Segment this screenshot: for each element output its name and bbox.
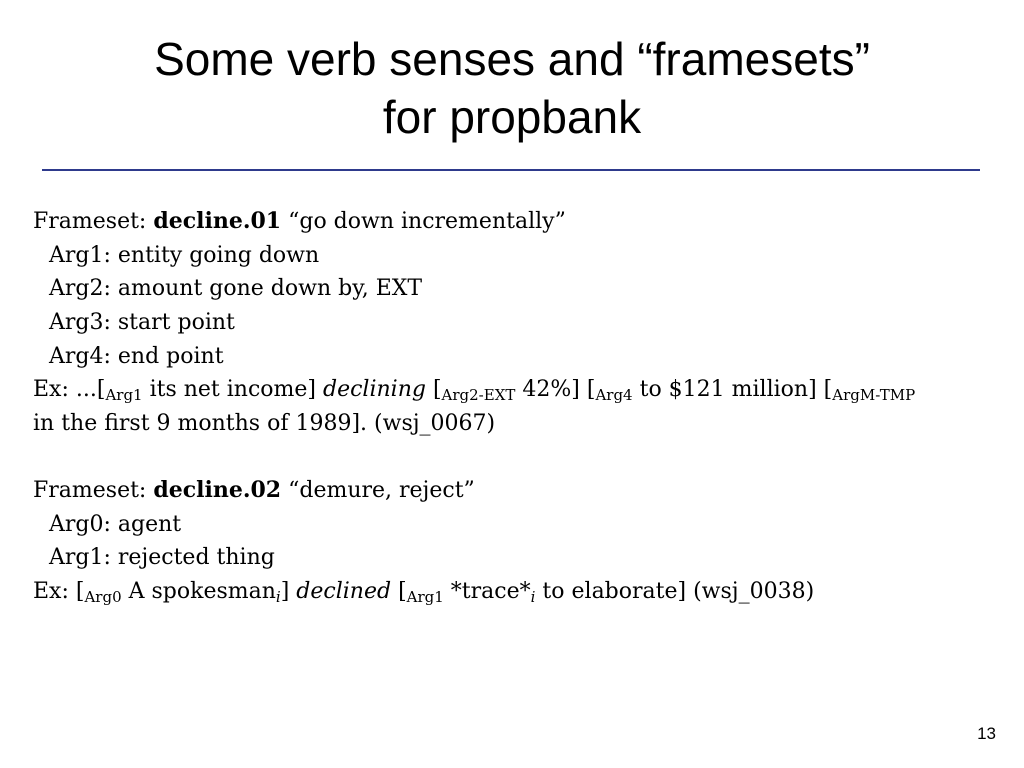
slide-title (0, 30, 1024, 146)
example-text: to elaborate] (wsj_0038) (535, 578, 815, 604)
frameset-gloss: “go down incrementally” (288, 209, 566, 234)
title-line-2: for propbank (382, 91, 642, 143)
example-1-line-1 (33, 373, 1018, 407)
slide-body (33, 205, 1018, 609)
example-text: [ (391, 578, 407, 604)
coindex-letter: i (275, 587, 281, 606)
example-text: *trace* (443, 578, 531, 604)
arg-tag: Arg2-EXT (441, 386, 516, 405)
example-1-line-2: in the first 9 months of 1989]. (wsj_0067) (33, 411, 496, 437)
arg-line: Arg4: end point (49, 343, 224, 369)
title-divider (42, 169, 980, 171)
frameset-gloss: “demure, reject” (288, 477, 475, 503)
page-number: 13 (977, 724, 996, 743)
spacer (33, 441, 1018, 474)
arg-line: Arg3: start point (49, 310, 235, 336)
arg-tag: Arg0 (84, 587, 122, 606)
arg-tag: Arg1 (105, 386, 143, 405)
example-text: Ex: ...[ (33, 377, 106, 403)
example-text: ] (280, 578, 297, 604)
frameset-id: decline.01 (153, 208, 282, 234)
example-text: [ (425, 377, 442, 403)
arg-tag: ArgM-TMP (832, 386, 916, 405)
example-text: Ex: [ (33, 578, 85, 604)
example-verb: declined (296, 578, 392, 604)
frameset-1-header (33, 205, 1018, 239)
arg-line: Arg1: entity going down (49, 242, 320, 268)
coindex-letter: i (530, 587, 536, 606)
frameset-label: Frameset: (33, 477, 147, 503)
arg-line: Arg0: agent (49, 511, 182, 537)
example-2-line (33, 575, 1018, 609)
title-line-1: Some verb senses and “framesets” (154, 33, 870, 85)
example-text: its net income] (142, 377, 323, 403)
example-text: to $121 million] [ (632, 377, 833, 403)
frameset-label: Frameset: (33, 209, 147, 234)
example-verb: declining (323, 377, 426, 403)
frameset-2-header (33, 474, 1018, 508)
arg-tag: Arg1 (406, 587, 444, 606)
example-text: A spokesman (121, 578, 276, 604)
arg-line: Arg2: amount gone down by, EXT (49, 276, 423, 302)
arg-line: Arg1: rejected thing (49, 545, 275, 571)
frameset-id: decline.02 (153, 476, 282, 503)
arg-tag: Arg4 (595, 386, 633, 405)
example-text: 42%] [ (515, 377, 596, 403)
